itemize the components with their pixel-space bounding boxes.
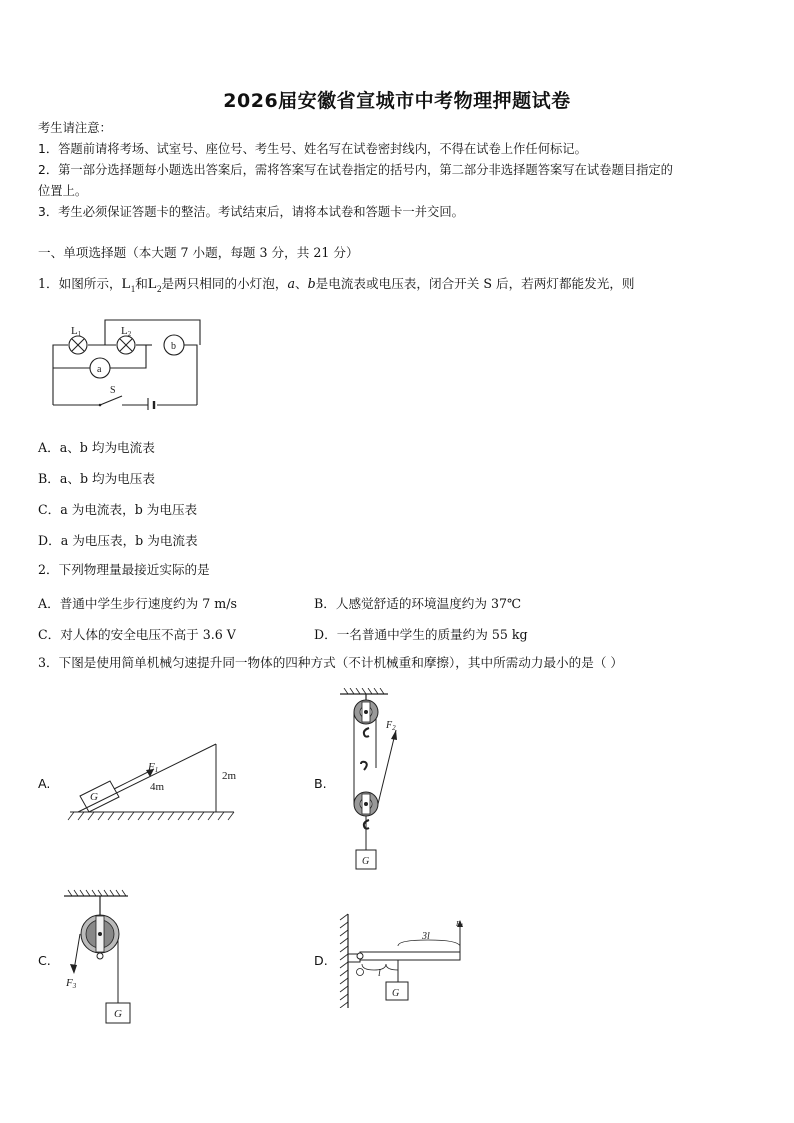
q2-option-c[interactable] xyxy=(38,624,236,643)
q1-option-d[interactable] xyxy=(38,530,198,549)
section-heading: 一、单项选择题（本大题 7 小题，每题 3 分，共 21 分） xyxy=(38,245,359,260)
notice-item-2-cont: 位置上。 xyxy=(38,184,88,198)
fig-a-force-label: F1 xyxy=(148,761,159,774)
fig-a-length-label: 4m xyxy=(150,781,165,793)
fig-a-weight-label: G xyxy=(90,791,98,803)
q2-option-b-text: 人感觉舒适的环境温度约为 37℃ xyxy=(335,596,522,611)
q3-label-a[interactable]: A. xyxy=(38,776,51,791)
fig-d-weight-label: G xyxy=(392,988,400,999)
q1-option-b-key: B． xyxy=(38,471,60,486)
q1-l1-text: L xyxy=(121,276,131,292)
q1-option-a[interactable] xyxy=(38,437,155,456)
fig-d-force-label: F4 xyxy=(456,920,463,929)
q2-option-a[interactable] xyxy=(38,593,237,612)
q2-option-d-key: D． xyxy=(314,627,337,642)
q1-stem-a: 1．如图所示， xyxy=(38,276,122,291)
q2-option-a-key: A． xyxy=(38,596,60,611)
q1-option-b-text: a、b 均为电压表 xyxy=(59,471,155,486)
fig-b-force-label: $F_2$ xyxy=(386,720,396,732)
fig-d-long-arm-label: 3l xyxy=(422,931,430,942)
q1-option-c-key: C． xyxy=(38,502,61,517)
q3-label-d[interactable]: D. xyxy=(314,953,328,968)
q2-option-b[interactable] xyxy=(314,593,521,612)
q3-figure-d-lever xyxy=(338,912,468,1008)
notice-item-1: 1．答题前请将考场、试室号、座位号、考生号、姓名写在试卷密封线内，不得在试卷上作任何标记。 xyxy=(38,142,587,156)
notice-item-2: 2．第一部分选择题每小题选出答案后，需将答案写在试卷指定的括号内，第二部分非选择题答案写在试卷题目指定的 xyxy=(38,163,673,177)
circuit-switch-s: S xyxy=(110,385,116,396)
q1-option-c[interactable] xyxy=(38,499,197,518)
q2-option-c-text: 对人体的安全电压不高于 3.6 V xyxy=(60,627,236,642)
q1-option-d-key: D． xyxy=(38,533,61,548)
q1-stem-b: 是两只相同的小灯泡， xyxy=(161,276,288,291)
fig-a-height-label: 2m xyxy=(222,770,237,782)
q1-stem-c: 是电流表或电压表，闭合开关 S 后，若两灯都能发光，则 xyxy=(315,276,635,291)
notice-item-3: 3．考生必须保证答题卡的整洁。考试结束后，请将本试卷和答题卡一并交回。 xyxy=(38,205,464,219)
q1-l2 xyxy=(148,276,162,292)
q3-stem: 3．下图是使用简单机械匀速提升同一物体的四种方式（不计机械重和摩擦），其中所需动力最小的是（ ） xyxy=(38,655,624,670)
q1-l1 xyxy=(122,276,136,292)
q1-l2-text: L xyxy=(147,276,158,292)
fig-c-weight-label: G xyxy=(114,1008,122,1020)
fig-d-short-arm-label: l xyxy=(378,968,381,979)
q1-l1-sub: 1 xyxy=(130,284,136,294)
circuit-label-l2: L2 xyxy=(121,325,132,338)
q1-option-b[interactable] xyxy=(38,468,155,487)
q1-b: b xyxy=(307,276,316,291)
circuit-label-l1: L1 xyxy=(71,325,82,338)
q1-option-a-text: a、b 均为电流表 xyxy=(59,440,155,455)
circuit-meter-a: a xyxy=(97,364,102,375)
circuit-meter-b: b xyxy=(171,341,176,352)
q2-option-d-text: 一名普通中学生的质量约为 55 kg xyxy=(336,627,528,642)
q2-option-b-key: B． xyxy=(314,596,336,611)
q1-and: 和 xyxy=(135,276,148,291)
q2-option-d[interactable] xyxy=(314,624,528,643)
q3-figure-a-incline xyxy=(66,740,238,828)
q1-a: a xyxy=(287,276,295,291)
q2-stem: 2．下列物理量最接近实际的是 xyxy=(38,562,210,577)
q3-figure-c-fixed-pulley xyxy=(62,888,134,1028)
q2-option-c-key: C． xyxy=(38,627,61,642)
q1-option-d-text: a 为电压表，b 为电流表 xyxy=(60,533,198,548)
q3-figure-b-pulley-block xyxy=(340,688,410,878)
fig-b-weight-label: G xyxy=(362,856,370,867)
q3-label-b[interactable]: B. xyxy=(314,776,327,791)
q1-sep: 、 xyxy=(294,276,308,291)
q1-circuit-diagram xyxy=(40,318,210,410)
fig-c-force-label: F3 xyxy=(66,977,77,990)
q1-l2-sub: 2 xyxy=(157,284,162,294)
notice-heading: 考生请注意： xyxy=(38,121,112,135)
q1-option-c-text: a 为电流表，b 为电压表 xyxy=(60,502,198,517)
q1-stem xyxy=(38,276,635,297)
page-title: 2026届安徽省宣城市中考物理押题试卷 xyxy=(223,90,571,112)
q1-option-a-key: A． xyxy=(38,440,60,455)
q2-option-a-text: 普通中学生步行速度约为 7 m/s xyxy=(59,596,237,611)
q3-label-c[interactable]: C. xyxy=(38,953,51,968)
